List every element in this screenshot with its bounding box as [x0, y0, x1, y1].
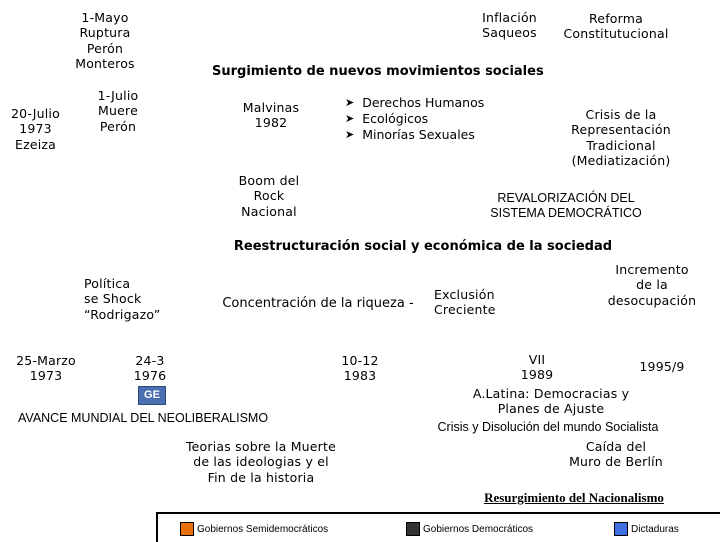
revalorizacion-text: REVALORIZACIÓN DEL SISTEMA DEMOCRÁTICO: [490, 191, 642, 221]
legend-item-democraticos: Gobiernos Democráticos: [406, 522, 533, 536]
caida-muro-text: Caída del Muro de Berlín: [569, 439, 663, 470]
date-vii-1989: VII 1989: [520, 352, 554, 383]
date-24-3: 24-3 1976: [133, 353, 167, 384]
legend-item-semidemocraticos: Gobiernos Semidemocráticos: [180, 522, 328, 536]
date-10-12: 10-12 1983: [341, 353, 379, 384]
date-25-marzo: 25-Marzo 1973: [16, 353, 76, 384]
arrow-bullet-icon: ➤: [345, 127, 355, 141]
avance-neoliberalismo: AVANCE MUNDIAL DEL NEOLIBERALISMO: [18, 411, 269, 425]
reestructuracion-heading: Reestructuración social y económica de la sociedad: [233, 239, 613, 254]
crisis-socialista-text: Crisis y Disolución del mundo Socialista: [437, 420, 659, 434]
event-inflacion: Inflación Saqueos: [482, 10, 537, 41]
event-boom-rock: Boom del Rock Nacional: [238, 173, 300, 219]
alatina-text: A.Latina: Democracias y Planes de Ajuste: [472, 386, 630, 417]
resurgimiento-text: Resurgimiento del Nacionalismo: [484, 490, 664, 505]
legend: [156, 512, 720, 542]
arrow-bullet-icon: ➤: [345, 95, 355, 109]
legend-item-dictaduras: Dictaduras: [614, 522, 679, 536]
list-item: ➤ Ecológicos: [345, 111, 429, 126]
event-1-mayo: 1-Mayo Ruptura Perón Monteros: [75, 10, 135, 71]
dark-swatch-icon: [406, 522, 420, 536]
list-item: ➤ Derechos Humanos: [345, 95, 485, 110]
event-20-julio: 20-Julio 1973 Ezeiza: [11, 106, 60, 152]
arrow-bullet-icon: ➤: [345, 111, 355, 125]
list-item: ➤ Minorías Sexuales: [345, 127, 475, 142]
surgimiento-heading: Surgimiento de nuevos movimientos sociales: [212, 64, 544, 79]
event-1-julio: 1-Julio Muere Perón: [97, 88, 139, 134]
date-1995: 1995/9: [639, 359, 685, 374]
event-malvinas: Malvinas 1982: [242, 100, 300, 131]
ge-badge: GE: [138, 386, 166, 405]
movimientos-list: [345, 95, 484, 143]
orange-swatch-icon: [180, 522, 194, 536]
teorias-text: Teorias sobre la Muerte de las ideologias y el Fin de la historia: [185, 439, 337, 485]
event-politica-shock: Política se Shock “Rodrigazo”: [84, 276, 161, 322]
exclusion-text: Exclusión Creciente: [434, 287, 496, 318]
concentracion-text: Concentración de la riqueza -: [222, 296, 414, 311]
event-crisis-representacion: Crisis de la Representación Tradicional (Mediatización): [571, 107, 671, 168]
incremento-text: Incremento de la desocupación: [607, 262, 697, 308]
event-reforma: Reforma Constitutucional: [563, 11, 669, 42]
blue-swatch-icon: [614, 522, 628, 536]
